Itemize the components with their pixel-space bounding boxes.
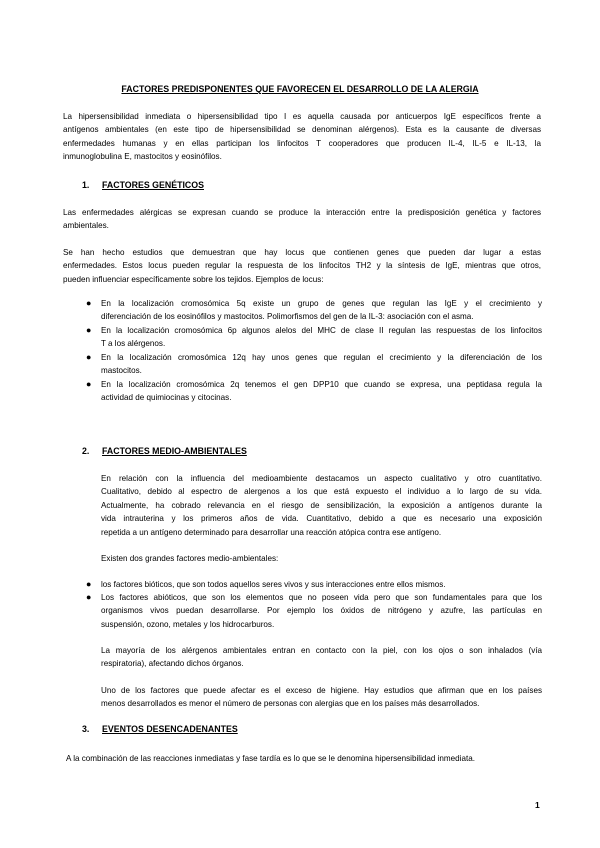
paragraph-line: Cualitativo, debido al espectro de alergenos a los que está expuesto el individuo a lo largo de su vida. (101, 487, 542, 497)
section-heading-geneticos (82, 180, 204, 190)
paragraph-line: respiratoria), afectando dichos órganos. (101, 659, 244, 669)
section-title: FACTORES GENÉTICOS (102, 180, 204, 190)
list-item (101, 324, 542, 351)
bullet-dot: ● (86, 379, 92, 389)
list-item-line: En la localización cromosómica 6p algunos alelos del MHC de clase II regulan las respuestas de los linfocitos (101, 326, 542, 335)
list-item (101, 578, 542, 591)
list-item (101, 378, 542, 405)
intro-paragraph (63, 110, 541, 164)
bullet-dot: ● (86, 325, 92, 335)
bullet-dot: ● (86, 352, 92, 362)
environment-paragraph-3 (101, 644, 542, 671)
environment-paragraph-2 (101, 552, 542, 565)
list-item-line: organismos vivos puedan desarrollarse. Por ejemplo los óxidos de nitrógeno y azufre, las partículas en (101, 606, 542, 616)
genetic-paragraph-2 (63, 246, 541, 286)
environment-paragraph-4 (101, 684, 542, 711)
list-item-line: diferenciación de los eosinófilos y mastocitos. Polimorfismos del gen de la IL-3: asociación con el asma. (101, 312, 474, 322)
intro-line: enfermedades humanas y en ellas participan los linfocitos T cooperadores que producen IL-4, IL-5 e IL-13, la (63, 138, 541, 148)
list-item-line: los factores bióticos, que son todos aquellos seres vivos y sus interacciones entre ellos mismos. (101, 580, 446, 589)
list-item-line: Los factores abióticos, que son los elementos que no poseen vida pero que son fundamentales para que los (101, 593, 542, 602)
paragraph-line: Se han hecho estudios que demuestran que hay locus que contienen genes que pueden dar lugar a estas (63, 248, 541, 257)
environment-paragraph-1 (101, 472, 542, 539)
bullet-dot: ● (86, 592, 92, 602)
triggers-paragraph (66, 752, 544, 765)
page-number: 1 (535, 800, 540, 810)
intro-line: La hipersensibilidad inmediata o hipersensibilidad tipo I es aquella causada por anticuerpos IgE específicos frente a (63, 112, 541, 121)
document-title: FACTORES PREDISPONENTES QUE FAVORECEN EL DESARROLLO DE LA ALERGIA (121, 84, 479, 94)
paragraph-line: menos desarrollados es menor el número de personas con alergias que en los países más desarrollados. (101, 699, 480, 709)
paragraph-line: pueden influenciar específicamente sobre los tejidos. Ejemplos de locus: (63, 274, 324, 284)
section-heading-medioambientales (82, 446, 247, 456)
bullet-dot: ● (86, 298, 92, 308)
paragraph-line: repetida a un antígeno determinado para desarrollar una reacción atópica contra ese antígeno. (101, 527, 442, 537)
list-item (101, 297, 542, 324)
paragraph-line: ambientales. (63, 221, 109, 231)
section-title: EVENTOS DESENCADENANTES (102, 724, 238, 734)
paragraph-line: A la combinación de las reacciones inmediatas y fase tardía es lo que se le denomina hipersensibilidad inmediata. (66, 754, 475, 763)
section-number: 3. (82, 724, 90, 734)
list-item (101, 351, 542, 378)
list-item-line: mastocitos. (101, 366, 142, 376)
section-number: 2. (82, 446, 90, 456)
list-item (101, 591, 542, 631)
list-item-line: En la localización cromosómica 5q existe un grupo de genes que regulan las IgE y el crecimiento y (101, 299, 542, 308)
list-item-line: En la localización cromosómica 12q hay unos genes que regulan el crecimiento y la diferenciación de los (101, 353, 542, 362)
list-item-line: actividad de quimiocinas y citocinas. (101, 393, 232, 403)
bullet-dot: ● (86, 579, 92, 589)
section-heading-eventos (82, 724, 238, 734)
genetic-paragraph-1 (63, 206, 541, 233)
list-item-line: En la localización cromosómica 2q tenemos el gen DPP10 que cuando se expresa, una peptidasa regula la (101, 380, 542, 389)
paragraph-line: Actualmente, ha cobrado relevancia en el riesgo de sensibilización, la exposición a antígenos durante la (101, 500, 542, 510)
intro-line: inmunoglobulina E, mastocitos y eosinófilos. (63, 152, 222, 162)
paragraph-line: La mayoría de los alérgenos ambientales entran en contacto con la piel, con los ojos o son inhalados (vía (101, 646, 542, 655)
paragraph-line: Existen dos grandes factores medio-ambientales: (101, 554, 279, 563)
list-item-line: T a los alérgenos. (101, 339, 166, 349)
section-number: 1. (82, 180, 90, 190)
paragraph-line: En relación con la influencia del medioambiente destacamos un aspecto cualitativo y otro cuantitativo. (101, 474, 542, 483)
list-item-line: suspensión, ozono, metales y los hidrocarburos. (101, 619, 275, 629)
paragraph-line: vida intrauterina y los primeros años de vida. Cuantitativo, debido a que es necesario una exposición (101, 514, 542, 524)
section-title: FACTORES MEDIO-AMBIENTALES (102, 446, 247, 456)
paragraph-line: Las enfermedades alérgicas se expresan cuando se produce la interacción entre la predisposición genética y factores (63, 208, 541, 217)
paragraph-line: enfermedades. Estos locus pueden regular la respuesta de los linfocitos TH2 y la síntesis de IgE, mientras que otros, (63, 261, 541, 271)
intro-line: antígenos ambientales (en este tipo de hipersensibilidad se denominan alérgenos). Esta es la causante de diversas (63, 125, 541, 135)
paragraph-line: Uno de los factores que puede afectar es el exceso de higiene. Hay estudios que afirman que en los países (101, 686, 542, 695)
